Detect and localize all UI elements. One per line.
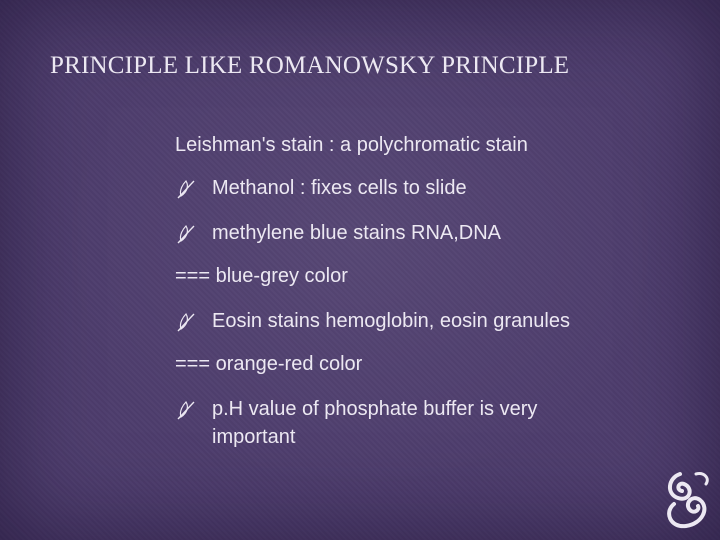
- swirl-ornament-icon: [660, 464, 716, 534]
- leaf-bullet-icon: [175, 174, 212, 204]
- slide-title: PRINCIPLE LIKE ROMANOWSKY PRINCIPLE: [50, 52, 570, 79]
- bullet-text: [212, 395, 632, 451]
- bullet-item-ph: [175, 395, 632, 451]
- bullet-text: Methanol : fixes cells to slide: [212, 177, 467, 199]
- bullet-text: Eosin stains hemoglobin, eosin granules: [212, 310, 570, 332]
- result-line-blue-grey: === blue-grey color: [175, 265, 348, 287]
- bullet-item-methanol: [175, 174, 632, 204]
- result-line-orange-red: === orange-red color: [175, 353, 363, 375]
- leaf-bullet-icon: [175, 395, 212, 425]
- bullet-item-eosin: [175, 307, 632, 337]
- bullet-text: methylene blue stains RNA,DNA: [212, 222, 502, 244]
- leaf-bullet-icon: [175, 307, 212, 337]
- leaf-bullet-icon: [175, 219, 212, 249]
- bullet-text-line: p.H value of phosphate buffer is very: [212, 398, 538, 420]
- bullet-text-line: important: [212, 426, 296, 448]
- intro-line: Leishman's stain : a polychromatic stain: [175, 134, 528, 156]
- bullet-item-methylene-blue: [175, 219, 632, 249]
